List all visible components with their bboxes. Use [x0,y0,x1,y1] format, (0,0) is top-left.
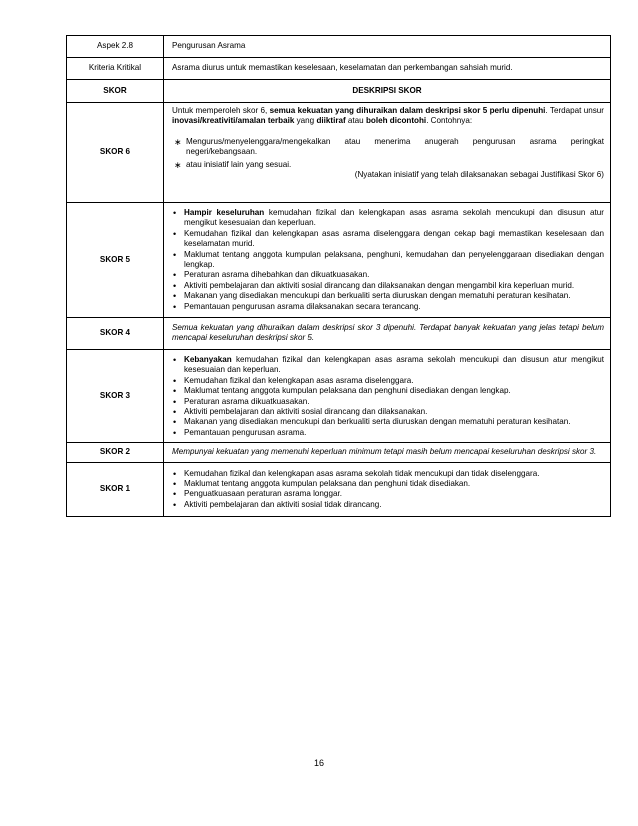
list-item: ∗ Mengurus/menyelenggara/mengekalkan atau menerima anugerah pengurusan asrama peringkat negeri/kebangsaan. [186,137,604,158]
skor3-label: SKOR 3 [67,349,164,442]
skor6-intro-e: yang [294,116,317,126]
skor5-description [164,203,611,318]
list-item: • Pemantauan pengurusan asrama. [184,428,604,438]
column-header-row [67,80,611,103]
list-item: • Aktiviti pembelajaran dan aktiviti sosial dirancang dan dilaksanakan. [184,407,604,417]
list-item: • Kemudahan fizikal dan kelengkapan asas asrama diselenggara dengan cekap bagi memastikan keselesaan dan keselamatan murid. [184,229,604,250]
skor2-label: SKOR 2 [67,443,164,462]
skor-column-header: SKOR [67,80,164,103]
skor3-first-bold: Kebanyakan [184,354,232,364]
list-item: ∗ atau inisiatif lain yang sesuai. [186,160,604,170]
kriteria-value: Asrama diurus untuk memastikan keselesaan, keselamatan dan perkembangan sahsiah murid. [164,58,611,80]
list-item: • Aktiviti pembelajaran dan aktiviti sosial tidak dirancang. [184,500,604,510]
list-item [184,355,604,376]
skor6-intro-i: . Contohnya: [426,116,473,126]
skor4-label: SKOR 4 [67,318,164,350]
skor5-first-bold: Hampir keseluruhan [184,208,265,217]
skor3-description [164,349,611,442]
list-item: • Maklumat tentang anggota kumpulan pelaksana, penghuni, kemudahan dan penyelenggaraan disediakan dengan lengkap. [184,250,604,271]
skor6-intro-a: Untuk memperoleh skor 6, [172,106,270,115]
skor6-intro-c: . Terdapat unsur [545,106,605,115]
list-item: • Penguatkuasaan peraturan asrama longgar. [184,489,604,499]
skor4-description: Semua kekuatan yang dihuraikan dalam deskripsi skor 3 dipenuhi. Terdapat banyak kekuatan yang jelas tetapi belum mencapai keseluruhan deskripsi skor 5. [164,318,611,350]
list-item: • Makanan yang disediakan mencukupi dan berkualiti serta diuruskan dengan mematuhi peraturan kesihatan. [184,291,604,301]
list-item [184,208,604,229]
rubric-table [66,35,611,517]
skor3-row [67,349,611,442]
list-item: • Maklumat tentang anggota kumpulan pelaksana dan penghuni disediakan dengan lengkap. [184,386,604,396]
aspek-label: Aspek 2.8 [67,36,164,58]
skor6-intro-f: diiktiraf [316,116,346,126]
skor1-row [67,462,611,517]
list-item: • Makanan yang disediakan mencukupi dan berkualiti serta diuruskan dengan mematuhi peraturan kesihatan. [184,417,604,427]
skor5-list [172,208,604,312]
skor6-intro-g: atau [345,116,366,126]
skor3-first-rest: kemudahan fizikal dan kelengkapan asas asrama sekolah mencukupi dan disusun atur mengikut kesesuaian dan keperluan. [184,354,604,375]
list-item: • Aktiviti pembelajaran dan aktiviti sosial dirancang dan dilaksanakan dengan mengambil kira keperluan murid. [184,281,604,291]
skor1-description [164,462,611,517]
list-item: • Kemudahan fizikal dan kelengkapan asas asrama sekolah tidak mencukupi dan tidak diselenggara. [184,469,604,479]
list-item: • Kemudahan fizikal dan kelengkapan asas asrama diselenggara. [184,376,604,386]
list-item: • Pemantauan pengurusan asrama dilaksanakan secara terancang. [184,302,604,312]
skor6-description [164,103,611,203]
aspek-row [67,36,611,58]
skor6-label: SKOR 6 [67,103,164,203]
skor1-list [172,469,604,511]
deskripsi-column-header: DESKRIPSI SKOR [164,80,611,103]
list-item: • Peraturan asrama dihebahkan dan dikuatkuasakan. [184,270,604,280]
skor3-list [172,355,604,438]
skor6-row [67,103,611,203]
skor4-row [67,318,611,350]
skor2-description: Mempunyai kekuatan yang memenuhi keperluan minimum tetapi masih belum mencapai keseluruhan deskripsi skor 3. [164,443,611,462]
skor6-list [172,137,604,170]
kriteria-row [67,58,611,80]
skor6-intro-d: inovasi/kreativiti/amalan terbaik [172,116,295,126]
kriteria-label: Kriteria Kritikal [67,58,164,80]
skor6-note: (Nyatakan inisiatif yang telah dilaksanakan sebagai Justifikasi Skor 6) [354,170,604,180]
skor1-label: SKOR 1 [67,462,164,517]
skor6-intro-h: boleh dicontohi [365,116,427,126]
skor5-label: SKOR 5 [67,203,164,318]
list-item: • Peraturan asrama dikuatkuasakan. [184,397,604,407]
skor6-intro-b: semua kekuatan yang dihuraikan dalam deskripsi skor 5 perlu dipenuhi [269,106,546,115]
list-item: • Maklumat tentang anggota kumpulan pelaksana dan penghuni tidak disediakan. [184,479,604,489]
skor6-intro [172,106,604,127]
aspek-value: Pengurusan Asrama [164,36,611,58]
page-number: 16 [313,758,324,768]
skor2-row [67,443,611,462]
skor5-row [67,203,611,318]
skor5-first-rest: kemudahan fizikal dan kelengkapan asas asrama sekolah mencukupi dan disusun atur mengikut kesesuaian dan keperluan. [184,208,604,228]
